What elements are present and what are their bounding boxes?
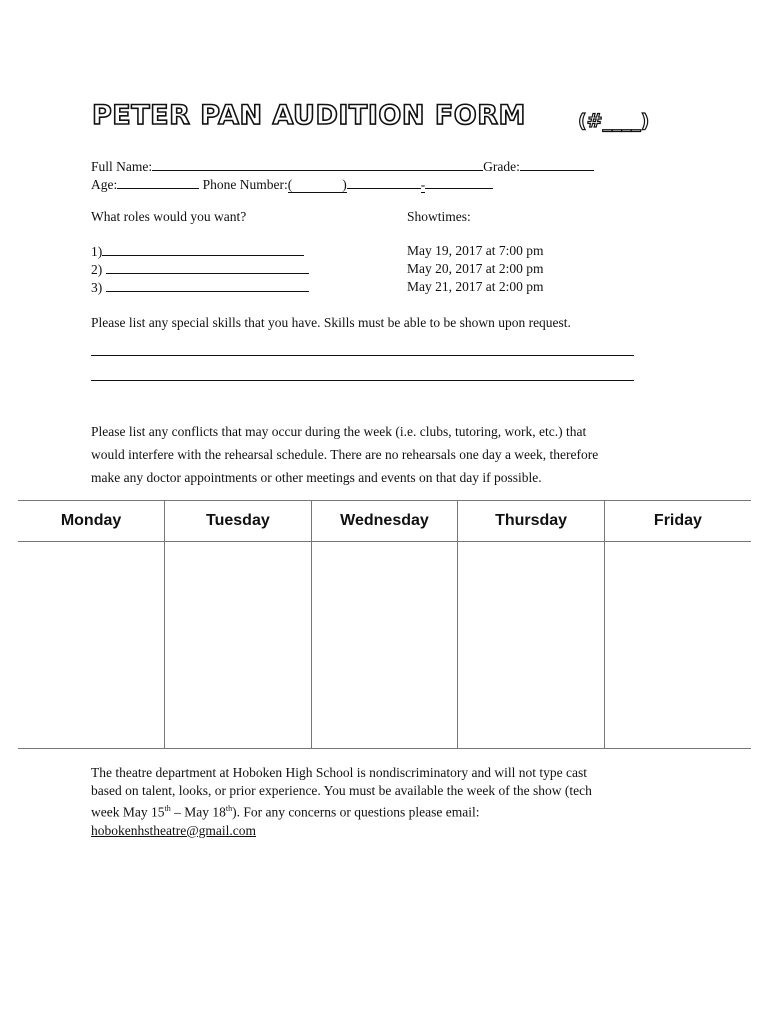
thursday-conflicts-cell[interactable] [458, 542, 605, 749]
day-header-monday: Monday [18, 501, 165, 542]
full-name-label: Full Name: [91, 159, 153, 174]
notice-text: ). For any concerns or questions please email: [232, 804, 480, 820]
conflicts-paragraph [91, 424, 681, 493]
skills-answer-line-1[interactable] [91, 355, 634, 356]
contact-email-link[interactable]: hobokenhstheatre@gmail.com [91, 822, 257, 838]
wednesday-conflicts-cell[interactable] [311, 542, 458, 749]
notice-line [91, 800, 661, 822]
form-title: PETER PAN AUDITION FORM [92, 100, 526, 131]
roles-prompt: What roles would you want? [91, 209, 247, 224]
conflicts-line: make any doctor appointments or other meetings and events on that day if possible. [91, 470, 542, 485]
name-grade-row [91, 159, 594, 174]
phone-area-code-field[interactable] [288, 177, 347, 193]
role-line-1 [91, 244, 304, 259]
ordinal-suffix: th [164, 804, 171, 813]
day-header-friday: Friday [604, 501, 751, 542]
conflict-schedule-table [18, 500, 751, 749]
phone-label: Phone Number: [202, 177, 288, 192]
phone-paren-open: ( [287, 177, 293, 192]
showtime-item: May 19, 2017 at 7:00 pm [407, 243, 544, 258]
showtimes-label: Showtimes: [407, 209, 471, 224]
role-number: 2) [91, 262, 103, 277]
friday-conflicts-cell[interactable] [604, 542, 751, 749]
phone-dash: - [420, 177, 426, 192]
role-line-2 [91, 262, 309, 277]
day-header-wednesday: Wednesday [311, 501, 458, 542]
full-name-field[interactable] [152, 159, 483, 171]
role-number: 3) [91, 280, 103, 295]
day-header-thursday: Thursday [458, 501, 605, 542]
nondiscrimination-notice [91, 764, 661, 840]
day-header-tuesday: Tuesday [165, 501, 312, 542]
grade-label: Grade: [483, 159, 520, 174]
tuesday-conflicts-cell[interactable] [165, 542, 312, 749]
notice-line: The theatre department at Hoboken High School is nondiscriminatory and will not type cast [91, 765, 588, 780]
notice-text: – May 18 [170, 804, 226, 820]
phone-prefix-field[interactable] [347, 177, 421, 189]
ordinal-suffix: th [225, 804, 233, 813]
age-phone-row [91, 177, 493, 192]
conflicts-line: Please list any conflicts that may occur during the week (i.e. clubs, tutoring, work, etc.) that [91, 424, 587, 439]
form-number-label: (#____) [578, 110, 650, 132]
table-row [18, 542, 751, 749]
skills-answer-line-2[interactable] [91, 380, 634, 381]
monday-conflicts-cell[interactable] [18, 542, 165, 749]
phone-paren-close: ) [342, 177, 347, 192]
notice-line: based on talent, looks, or prior experience. You must be available the week of the show (tech [91, 783, 592, 798]
notice-text: week May 15 [91, 804, 165, 820]
conflicts-line: would interfere with the rehearsal schedule. There are no rehearsals one day a week, therefore [91, 447, 599, 462]
showtime-item: May 20, 2017 at 2:00 pm [407, 261, 544, 276]
phone-line-field[interactable] [425, 177, 493, 189]
age-label: Age: [91, 177, 118, 192]
role-field-3[interactable] [106, 280, 309, 292]
showtime-item: May 21, 2017 at 2:00 pm [407, 279, 544, 294]
role-field-2[interactable] [106, 262, 309, 274]
table-header-row [18, 501, 751, 542]
role-line-3 [91, 280, 309, 295]
age-field[interactable] [117, 177, 199, 189]
grade-field[interactable] [520, 159, 594, 171]
role-number: 1) [91, 244, 103, 259]
skills-prompt: Please list any special skills that you have. Skills must be able to be shown upon request. [91, 315, 571, 330]
role-field-1[interactable] [102, 244, 304, 256]
